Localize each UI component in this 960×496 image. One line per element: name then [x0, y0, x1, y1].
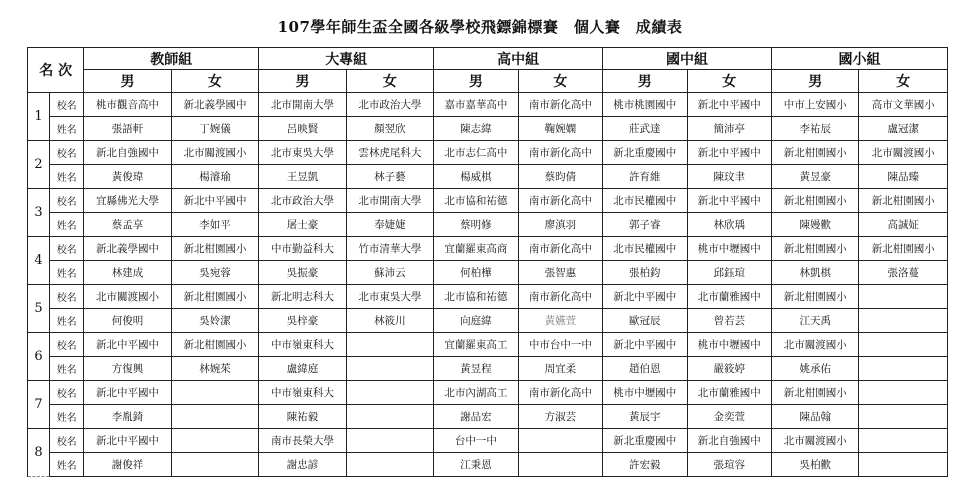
school-cell: 新北重慶國中	[603, 141, 687, 165]
name-cell	[346, 405, 433, 429]
school-cell: 北市關渡國小	[771, 429, 858, 453]
sex-header: 男	[771, 70, 858, 93]
name-cell: 屠士豪	[259, 213, 346, 237]
row-label-name: 姓名	[50, 117, 84, 141]
table-row	[28, 237, 948, 261]
row-label-school: 校名	[50, 429, 84, 453]
name-cell: 莊武達	[603, 117, 687, 141]
name-cell	[859, 357, 948, 381]
school-cell: 新北自強國中	[84, 141, 171, 165]
school-cell: 北市關渡國小	[171, 141, 258, 165]
name-cell: 蘇沛云	[346, 261, 433, 285]
school-cell: 竹市清華大學	[346, 237, 433, 261]
rank-number: 5	[28, 285, 50, 333]
name-cell: 陳祐毅	[259, 405, 346, 429]
name-cell: 陳志緯	[434, 117, 518, 141]
name-cell: 楊濬瑜	[171, 165, 258, 189]
name-cell	[518, 453, 602, 477]
name-cell: 丁婉儀	[171, 117, 258, 141]
school-cell: 中市勤益科大	[259, 237, 346, 261]
school-cell: 宜縣佛光大學	[84, 189, 171, 213]
name-cell: 向庭緯	[434, 309, 518, 333]
school-cell	[859, 285, 948, 309]
sex-header: 女	[346, 70, 433, 93]
school-cell: 新北柑園國小	[771, 141, 858, 165]
row-label-school: 校名	[50, 333, 84, 357]
school-cell: 新北義學國中	[171, 93, 258, 117]
name-cell: 李胤錡	[84, 405, 171, 429]
school-cell: 北市民權國中	[603, 237, 687, 261]
row-label-school: 校名	[50, 285, 84, 309]
school-cell: 南市新化高中	[518, 189, 602, 213]
school-cell: 中市上安國小	[771, 93, 858, 117]
row-label-school: 校名	[50, 141, 84, 165]
rank-number: 1	[28, 93, 50, 141]
group-header-elementary: 國小組	[771, 48, 947, 70]
name-cell: 黃昱程	[434, 357, 518, 381]
name-cell: 謝忠諺	[259, 453, 346, 477]
name-cell: 張瑄容	[687, 453, 771, 477]
name-cell: 嚴筱婷	[687, 357, 771, 381]
name-cell: 呂映賢	[259, 117, 346, 141]
sex-header: 男	[434, 70, 518, 93]
sex-header: 女	[171, 70, 258, 93]
rank-number: 7	[28, 381, 50, 429]
name-cell: 蔡孟享	[84, 213, 171, 237]
name-cell: 吳柏歡	[771, 453, 858, 477]
name-cell: 吳宛蓉	[171, 261, 258, 285]
school-cell	[171, 381, 258, 405]
school-cell: 新北柑園國小	[771, 381, 858, 405]
school-cell: 新北柑園國小	[859, 189, 948, 213]
school-cell: 中市台中一中	[518, 333, 602, 357]
school-cell: 新北中平國中	[603, 285, 687, 309]
school-cell: 新北中平國中	[84, 429, 171, 453]
school-cell: 新北明志科大	[259, 285, 346, 309]
row-label-school: 校名	[50, 381, 84, 405]
name-cell: 盧緯庭	[259, 357, 346, 381]
name-cell: 周宜柔	[518, 357, 602, 381]
rank-number: 3	[28, 189, 50, 237]
name-cell: 顏翌欣	[346, 117, 433, 141]
school-cell: 北市政治大學	[346, 93, 433, 117]
school-cell: 宜蘭羅東高商	[434, 237, 518, 261]
name-cell: 張智惠	[518, 261, 602, 285]
school-cell: 北市關渡國小	[771, 333, 858, 357]
school-cell	[859, 381, 948, 405]
sex-header: 女	[859, 70, 948, 93]
name-cell	[859, 309, 948, 333]
name-cell: 林建成	[84, 261, 171, 285]
name-cell: 王昱凱	[259, 165, 346, 189]
name-cell: 高誠姃	[859, 213, 948, 237]
name-cell: 林凱棋	[771, 261, 858, 285]
name-cell: 許宏毅	[603, 453, 687, 477]
school-cell: 南市新化高中	[518, 93, 602, 117]
school-cell: 桃市觀音高中	[84, 93, 171, 117]
table-row	[28, 141, 948, 165]
row-label-school: 校名	[50, 189, 84, 213]
school-cell: 桃市中壢國中	[687, 237, 771, 261]
sex-header: 男	[259, 70, 346, 93]
school-cell: 新北柑園國小	[771, 237, 858, 261]
name-cell	[346, 453, 433, 477]
school-cell: 雲林虎尾科大	[346, 141, 433, 165]
name-cell: 蔡昀倩	[518, 165, 602, 189]
school-cell: 台中一中	[434, 429, 518, 453]
name-cell: 蔡明修	[434, 213, 518, 237]
name-cell: 江天禹	[771, 309, 858, 333]
name-cell: 邱鈺瑄	[687, 261, 771, 285]
school-cell: 北市志仁高中	[434, 141, 518, 165]
school-cell: 南市新化高中	[518, 237, 602, 261]
sex-header: 女	[687, 70, 771, 93]
results-body	[28, 93, 948, 477]
name-cell: 李如平	[171, 213, 258, 237]
rank-number: 6	[28, 333, 50, 381]
row-label-school: 校名	[50, 93, 84, 117]
name-cell: 謝品宏	[434, 405, 518, 429]
name-cell: 張洛蔓	[859, 261, 948, 285]
school-cell: 新北義學國中	[84, 237, 171, 261]
name-cell: 歐冠辰	[603, 309, 687, 333]
row-label-name: 姓名	[50, 453, 84, 477]
row-label-name: 姓名	[50, 165, 84, 189]
school-cell	[859, 333, 948, 357]
school-cell: 新北中平國中	[84, 381, 171, 405]
group-header-college: 大專組	[259, 48, 434, 70]
page-title: 107學年師生盃全國各級學校飛鏢錦標賽 個人賽 成績表	[277, 18, 683, 36]
school-cell: 新北中平國中	[687, 189, 771, 213]
name-cell: 江秉恩	[434, 453, 518, 477]
name-cell: 林子藝	[346, 165, 433, 189]
name-cell	[346, 357, 433, 381]
school-cell: 宜蘭羅東高工	[434, 333, 518, 357]
group-header-junior-high: 國中組	[603, 48, 772, 70]
school-cell: 新北中平國中	[687, 141, 771, 165]
name-cell: 鞠婉嫻	[518, 117, 602, 141]
school-cell: 南市長榮大學	[259, 429, 346, 453]
school-cell: 南市新化高中	[518, 381, 602, 405]
table-row	[28, 165, 948, 189]
school-cell: 北市協和祐德	[434, 189, 518, 213]
name-cell: 盧冠潔	[859, 117, 948, 141]
school-cell: 北市政治大學	[259, 189, 346, 213]
name-cell: 方淑芸	[518, 405, 602, 429]
table-row	[28, 93, 948, 117]
name-cell: 張語軒	[84, 117, 171, 141]
school-cell: 北市開南大學	[346, 189, 433, 213]
school-cell	[346, 381, 433, 405]
school-cell: 北市協和祐德	[434, 285, 518, 309]
name-cell: 陳品翰	[771, 405, 858, 429]
school-cell: 中市嶺東科大	[259, 381, 346, 405]
school-cell: 北市東吳大學	[346, 285, 433, 309]
name-cell: 趙伯恩	[603, 357, 687, 381]
table-row	[28, 309, 948, 333]
table-row	[28, 285, 948, 309]
school-cell: 新北中平國中	[603, 333, 687, 357]
row-label-name: 姓名	[50, 405, 84, 429]
name-cell: 許育維	[603, 165, 687, 189]
name-cell: 李祐辰	[771, 117, 858, 141]
school-cell: 北市東吳大學	[259, 141, 346, 165]
school-cell: 新北中平國中	[171, 189, 258, 213]
row-label-name: 姓名	[50, 357, 84, 381]
school-cell: 中市嶺東科大	[259, 333, 346, 357]
name-cell: 楊威棋	[434, 165, 518, 189]
name-cell	[859, 453, 948, 477]
school-cell: 新北柑園國小	[171, 333, 258, 357]
name-cell: 陳玟聿	[687, 165, 771, 189]
name-cell: 林婉茱	[171, 357, 258, 381]
row-label-name: 姓名	[50, 261, 84, 285]
table-row	[28, 213, 948, 237]
table-row	[28, 357, 948, 381]
school-cell: 新北柑園國小	[171, 237, 258, 261]
table-row	[28, 381, 948, 405]
group-header-teacher: 教師組	[84, 48, 259, 70]
school-cell: 新北自強國中	[687, 429, 771, 453]
table-row	[28, 261, 948, 285]
school-cell: 新北柑園國小	[171, 285, 258, 309]
school-cell: 桃市桃園國中	[603, 93, 687, 117]
school-cell: 新北重慶國中	[603, 429, 687, 453]
name-cell	[859, 405, 948, 429]
school-cell: 桃市中壢國中	[603, 381, 687, 405]
sex-header: 男	[603, 70, 687, 93]
name-cell: 黃俊瑋	[84, 165, 171, 189]
sex-header: 女	[518, 70, 602, 93]
group-header-high-school: 高中組	[434, 48, 603, 70]
school-cell: 嘉市嘉華高中	[434, 93, 518, 117]
rank-header: 名 次	[28, 48, 84, 93]
name-cell: 方復興	[84, 357, 171, 381]
school-cell: 新北中平國中	[687, 93, 771, 117]
school-cell: 北市關渡國小	[859, 141, 948, 165]
table-row	[28, 333, 948, 357]
name-cell: 吳姈潔	[171, 309, 258, 333]
table-row	[28, 429, 948, 453]
name-cell: 奉婕婕	[346, 213, 433, 237]
school-cell	[346, 429, 433, 453]
name-cell	[171, 453, 258, 477]
row-label-name: 姓名	[50, 213, 84, 237]
school-cell: 桃市中壢國中	[687, 333, 771, 357]
table-row	[28, 405, 948, 429]
school-cell: 北市蘭雅國中	[687, 285, 771, 309]
name-cell: 廖滇羽	[518, 213, 602, 237]
school-cell: 高市文華國小	[859, 93, 948, 117]
school-cell: 北市內湖高工	[434, 381, 518, 405]
name-cell: 何柏樺	[434, 261, 518, 285]
results-table	[27, 47, 948, 477]
school-cell: 北市民權國中	[603, 189, 687, 213]
school-cell: 南市新化高中	[518, 285, 602, 309]
name-cell: 吳振豪	[259, 261, 346, 285]
table-row	[28, 117, 948, 141]
name-cell: 陳嫚歡	[771, 213, 858, 237]
row-label-school: 校名	[50, 237, 84, 261]
row-label-name: 姓名	[50, 309, 84, 333]
name-cell: 林筱川	[346, 309, 433, 333]
name-cell: 曾若芸	[687, 309, 771, 333]
name-cell: 何俊明	[84, 309, 171, 333]
school-cell	[518, 429, 602, 453]
name-cell: 郭子睿	[603, 213, 687, 237]
school-cell: 新北中平國中	[84, 333, 171, 357]
school-cell	[346, 333, 433, 357]
table-row	[28, 453, 948, 477]
name-cell: 吳梓豪	[259, 309, 346, 333]
name-cell: 黃辰宇	[603, 405, 687, 429]
school-cell: 新北柑園國小	[771, 285, 858, 309]
name-cell: 謝俊祥	[84, 453, 171, 477]
name-cell	[171, 405, 258, 429]
school-cell	[859, 429, 948, 453]
name-cell: 黃嬿萱	[518, 309, 602, 333]
name-cell: 金奕萱	[687, 405, 771, 429]
table-row	[28, 189, 948, 213]
school-cell: 北市關渡國小	[84, 285, 171, 309]
school-cell: 南市新化高中	[518, 141, 602, 165]
school-cell: 新北柑園國小	[859, 237, 948, 261]
rank-number: 4	[28, 237, 50, 285]
name-cell: 黃昱豪	[771, 165, 858, 189]
rank-number: 2	[28, 141, 50, 189]
name-cell: 陳品臻	[859, 165, 948, 189]
name-cell: 張柏鈞	[603, 261, 687, 285]
name-cell: 林欣瑀	[687, 213, 771, 237]
school-cell: 北市開南大學	[259, 93, 346, 117]
school-cell	[171, 429, 258, 453]
rank-number: 8	[28, 429, 50, 477]
school-cell: 新北柑園國小	[771, 189, 858, 213]
sex-header: 男	[84, 70, 171, 93]
name-cell: 簡沛亭	[687, 117, 771, 141]
school-cell: 北市蘭雅國中	[687, 381, 771, 405]
name-cell: 姚承佑	[771, 357, 858, 381]
